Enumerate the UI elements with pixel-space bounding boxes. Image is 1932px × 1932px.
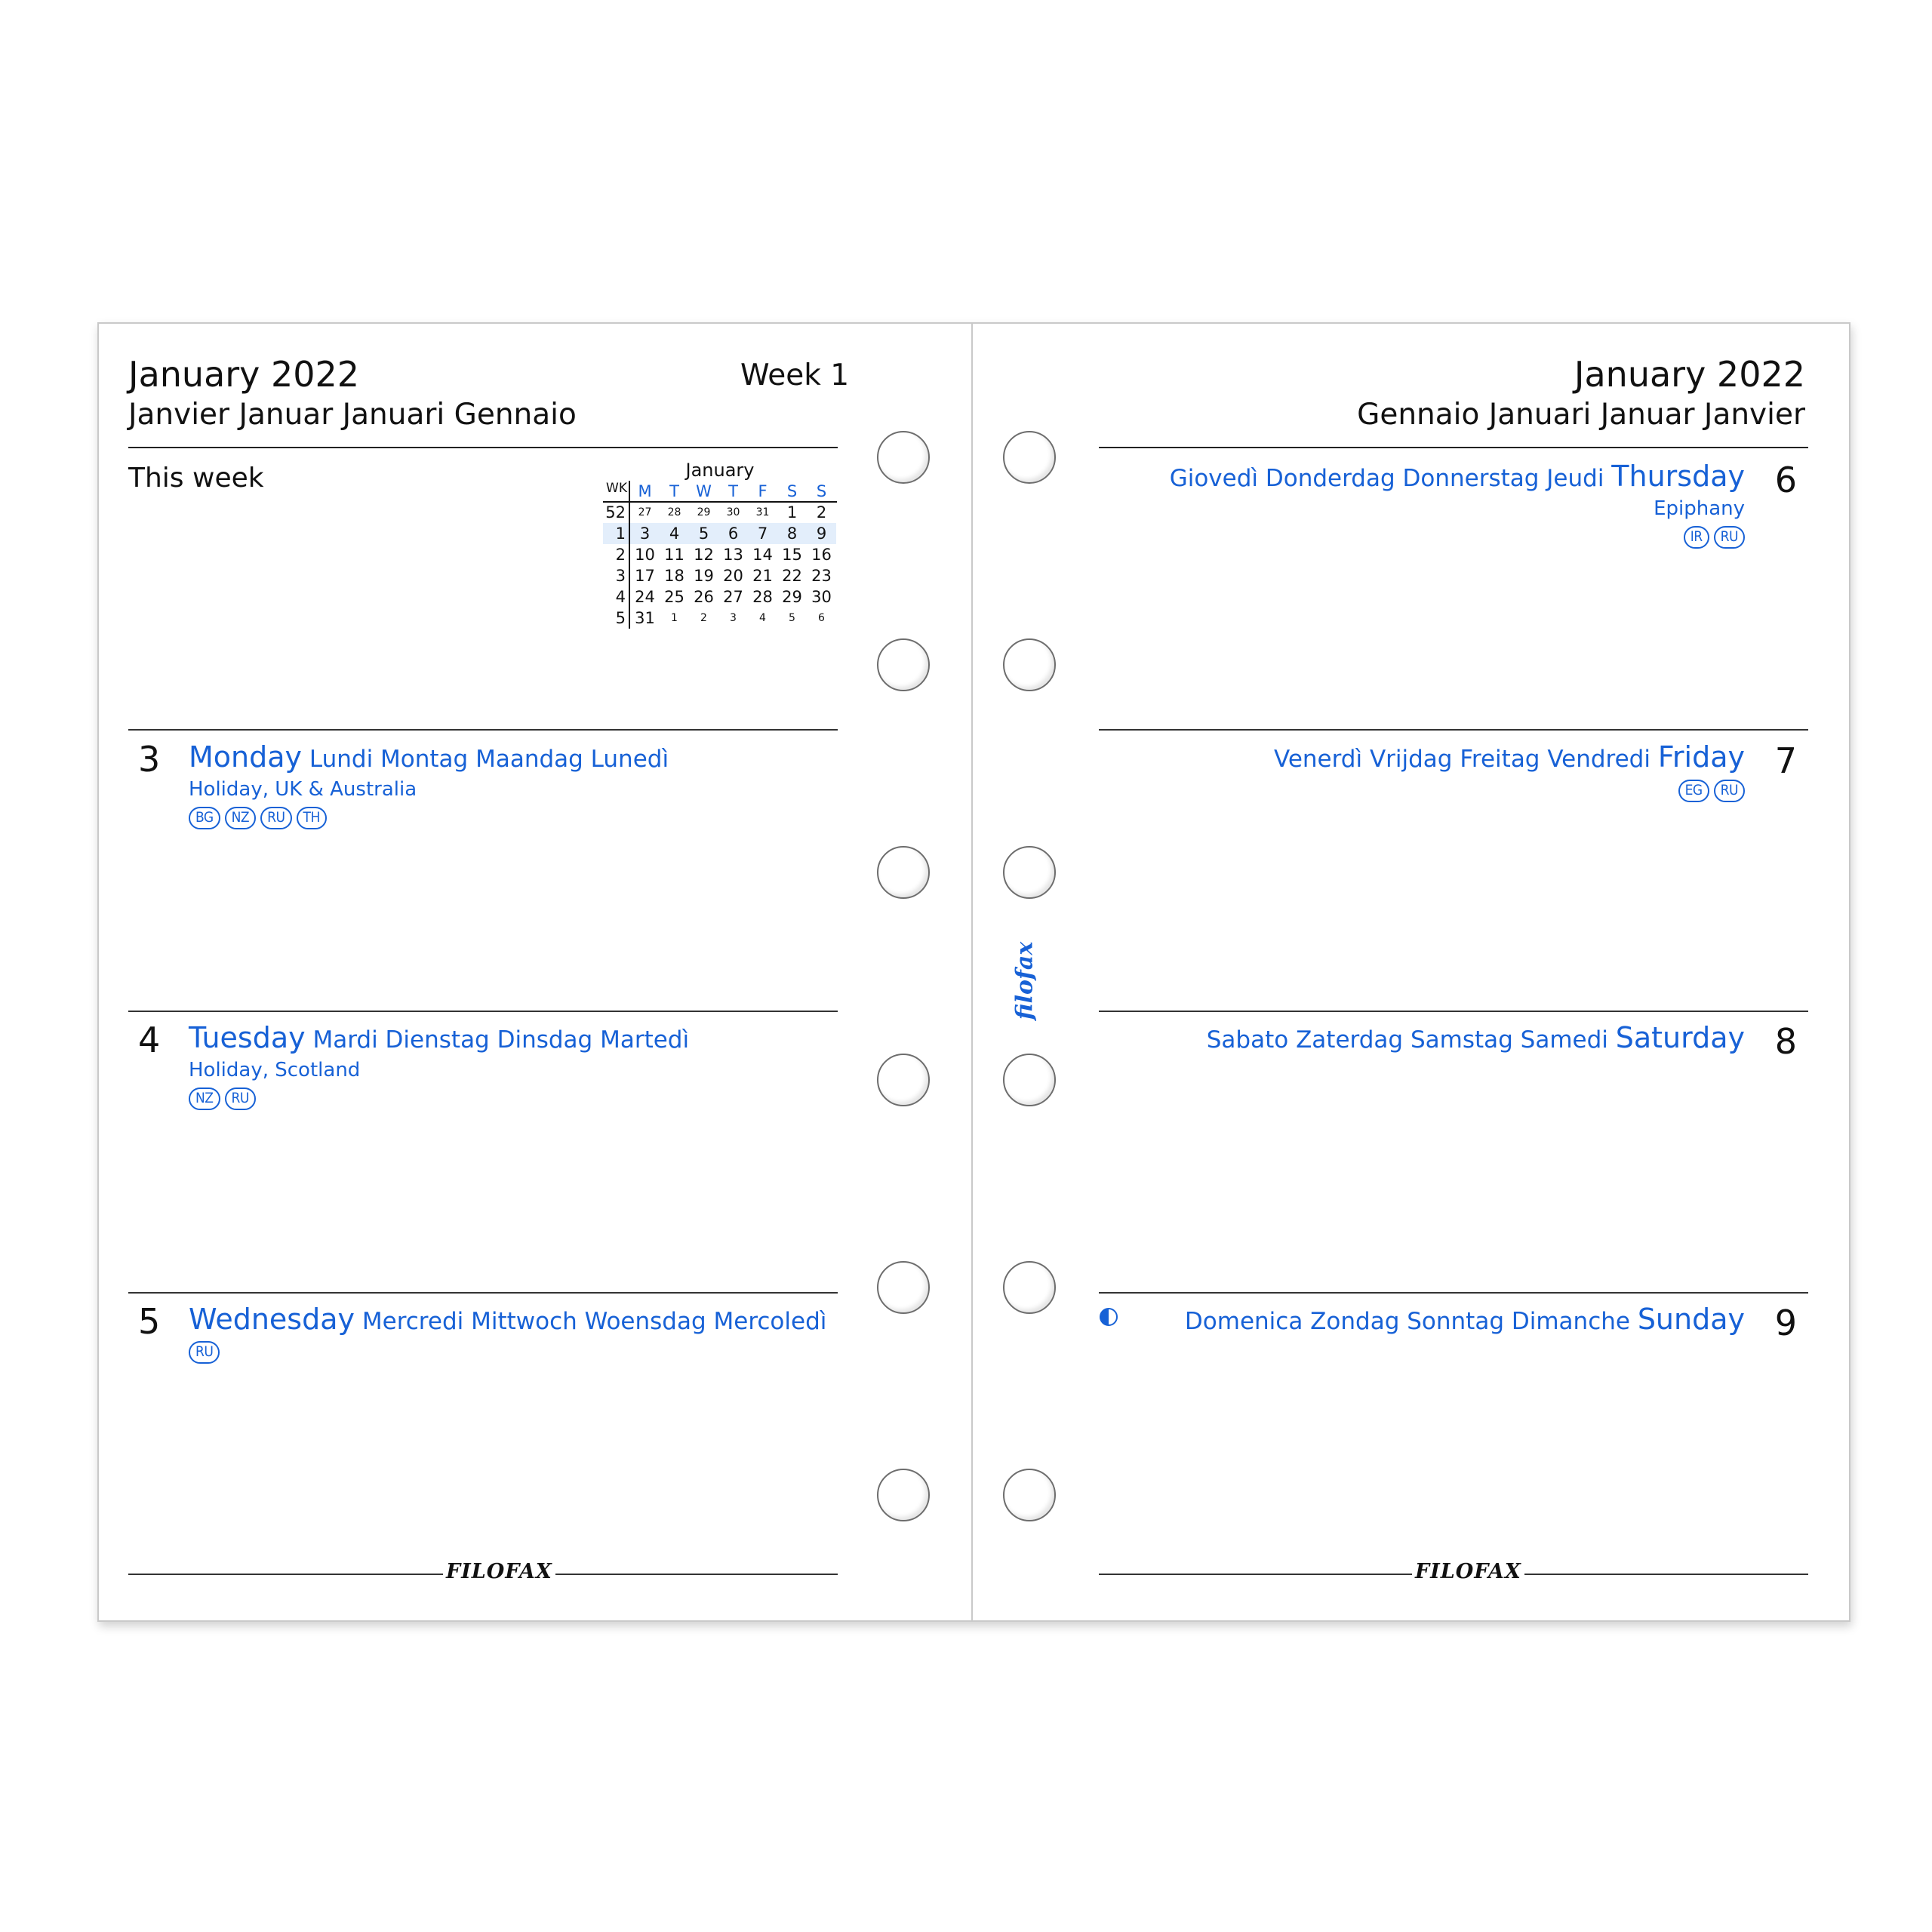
day-number: 6 [1774,460,1797,500]
binder-hole [877,431,930,484]
day-name: Monday [189,740,303,774]
mini-calendar-day: 5 [689,523,718,544]
mini-calendar-day: 25 [664,588,685,606]
country-badges [1684,526,1745,549]
day-translations: Mardi Dienstag Dinsdag Martedì [312,1026,690,1054]
binder-hole [877,1261,930,1314]
day-name-line [189,740,669,774]
mini-calendar-day: 6 [818,612,825,624]
day-number: 8 [1774,1021,1797,1062]
day-note: Holiday, UK & Australia [189,778,417,801]
mini-calendar-day: 13 [723,546,743,564]
binder-hole [1003,431,1056,484]
mini-calendar-day: 28 [667,506,681,518]
day-translations: Giovedì Donderdag Donnerstag Jeudi [1169,465,1604,492]
mini-calendar-week-number: 5 [603,608,630,629]
left-month-title: January 2022 [128,354,360,395]
day-name: Friday [1657,740,1745,774]
mini-calendar-day: 3 [730,612,737,624]
day-translations: Domenica Zondag Sonntag Dimanche [1184,1308,1630,1335]
mini-calendar-title: January [685,460,755,481]
country-badge: NZ [225,807,257,829]
mini-calendar-day: 10 [635,546,655,564]
mini-calendar-day: 21 [752,567,773,585]
country-badge: EG [1678,780,1709,802]
header-rule [1099,447,1808,448]
mini-calendar-day: 27 [638,506,652,518]
mini-calendar-day: 31 [635,609,655,627]
day-name-line [1274,740,1745,774]
day-name: Sunday [1637,1303,1745,1336]
day-number: 4 [138,1020,161,1060]
mini-calendar-day: 22 [782,567,802,585]
day-rule [128,1292,838,1294]
spine-filofax-logo: filofax [1011,941,1038,1020]
binder-hole [1003,1054,1056,1106]
mini-calendar-day: 5 [789,612,795,624]
binder-hole [877,846,930,899]
mini-calendar-day: 23 [811,567,832,585]
mini-calendar-day-header: W [696,482,712,500]
day-translations: Mercredi Mittwoch Woensdag Mercoledì [361,1308,827,1335]
mini-calendar-day: 14 [752,546,773,564]
mini-calendar-day: 2 [700,612,707,624]
right-month-title: January 2022 [1574,354,1805,395]
mini-calendar-day: 26 [694,588,714,606]
mini-calendar-day: 30 [726,506,740,518]
day-name-line [1170,460,1745,493]
day-name-line [1207,1021,1745,1054]
mini-calendar-day: 8 [777,523,807,544]
day-name-line [189,1303,826,1336]
mini-calendar-week-number: 3 [603,565,630,586]
mini-calendar-day: 29 [697,506,711,518]
binder-hole [1003,846,1056,899]
right-page [974,324,1850,1620]
country-badge: RU [189,1341,220,1364]
this-week-label: This week [128,463,264,494]
country-badge: RU [1714,780,1745,802]
left-month-translations: Janvier Januar Januari Gennaio [128,398,577,432]
filofax-logo: FILOFAX [443,1560,555,1583]
mini-calendar-day: 6 [718,523,748,544]
mini-calendar-day: 2 [816,503,827,521]
country-badge: RU [1714,526,1745,549]
spine-divider [971,324,973,1620]
day-translations: Lundi Montag Maandag Lunedì [309,746,669,773]
day-rule [1099,1011,1808,1012]
mini-calendar-day-header: F [758,482,768,500]
day-rule [128,729,838,731]
mini-calendar-week-header: WK [603,481,630,502]
binder-hole [1003,638,1056,691]
mini-calendar-day: 12 [694,546,714,564]
country-badges [1678,780,1745,802]
mini-calendar-day-header: S [786,482,798,500]
day-note: Epiphany [1654,497,1745,520]
day-name-line [1185,1303,1745,1336]
mini-calendar-day: 16 [811,546,832,564]
planner-spread [97,322,1850,1622]
mini-calendar-day: 31 [755,506,770,518]
mini-calendar-day-header: S [816,482,827,500]
mini-calendar-day: 24 [635,588,655,606]
mini-calendar-day: 18 [664,567,685,585]
mini-calendar-day: 7 [748,523,777,544]
mini-calendar-day: 1 [671,612,678,624]
day-name-line [189,1021,689,1054]
mini-calendar-day: 27 [723,588,743,606]
country-badge: NZ [189,1088,220,1110]
day-note: Holiday, Scotland [189,1059,361,1081]
day-number: 9 [1774,1303,1797,1343]
week-label: Week 1 [740,358,850,392]
binder-hole [877,638,930,691]
binder-hole [1003,1469,1056,1521]
mini-calendar-day: 15 [782,546,802,564]
mini-calendar-day-header: T [669,482,679,500]
country-badge: BG [189,807,220,829]
mini-calendar-day: 17 [635,567,655,585]
country-badge: IR [1684,526,1709,549]
mini-calendar-grid [603,481,836,629]
mini-calendar-week-number: 2 [603,544,630,565]
day-number: 5 [138,1301,161,1342]
country-badges [189,1341,220,1364]
mini-calendar-day: 4 [660,523,689,544]
day-name: Tuesday [189,1021,306,1054]
mini-calendar-week-number: 52 [603,502,630,523]
mini-calendar-day: 11 [664,546,685,564]
mini-calendar-day: 3 [630,523,660,544]
day-rule [1099,729,1808,731]
binder-hole [877,1469,930,1521]
day-number: 7 [1774,740,1797,781]
mini-calendar-day: 1 [786,503,798,521]
country-badges [189,807,327,829]
country-badge: TH [297,807,327,829]
day-name: Thursday [1611,460,1745,493]
mini-calendar-day: 30 [811,588,832,606]
mini-calendar-day: 28 [752,588,773,606]
day-name: Saturday [1615,1021,1745,1054]
mini-calendar-day: 29 [782,588,802,606]
filofax-logo: FILOFAX [1412,1560,1524,1583]
left-page [99,324,971,1620]
day-number: 3 [138,739,161,780]
mini-calendar-week-number: 1 [603,523,630,544]
mini-calendar-day: 4 [759,612,766,624]
mini-calendar-day: 9 [807,523,836,544]
country-badges [189,1088,256,1110]
mini-calendar-day-header: T [728,482,738,500]
binder-hole [1003,1261,1056,1314]
right-month-translations: Gennaio Januari Januar Janvier [1357,398,1805,432]
mini-calendar-header-rule [603,501,837,503]
first-quarter-moon-icon [1100,1308,1118,1326]
binder-hole [877,1054,930,1106]
day-translations: Venerdì Vrijdag Freitag Vendredi [1274,746,1651,773]
country-badge: RU [260,807,291,829]
day-rule [128,1011,838,1012]
day-translations: Sabato Zaterdag Samstag Samedi [1206,1026,1608,1054]
header-rule [128,447,838,448]
mini-calendar-week-number: 4 [603,586,630,608]
mini-calendar-day: 20 [723,567,743,585]
day-rule [1099,1292,1808,1294]
mini-calendar-day-header: M [638,482,652,500]
day-name: Wednesday [189,1303,355,1336]
country-badge: RU [225,1088,256,1110]
mini-calendar-day: 19 [694,567,714,585]
